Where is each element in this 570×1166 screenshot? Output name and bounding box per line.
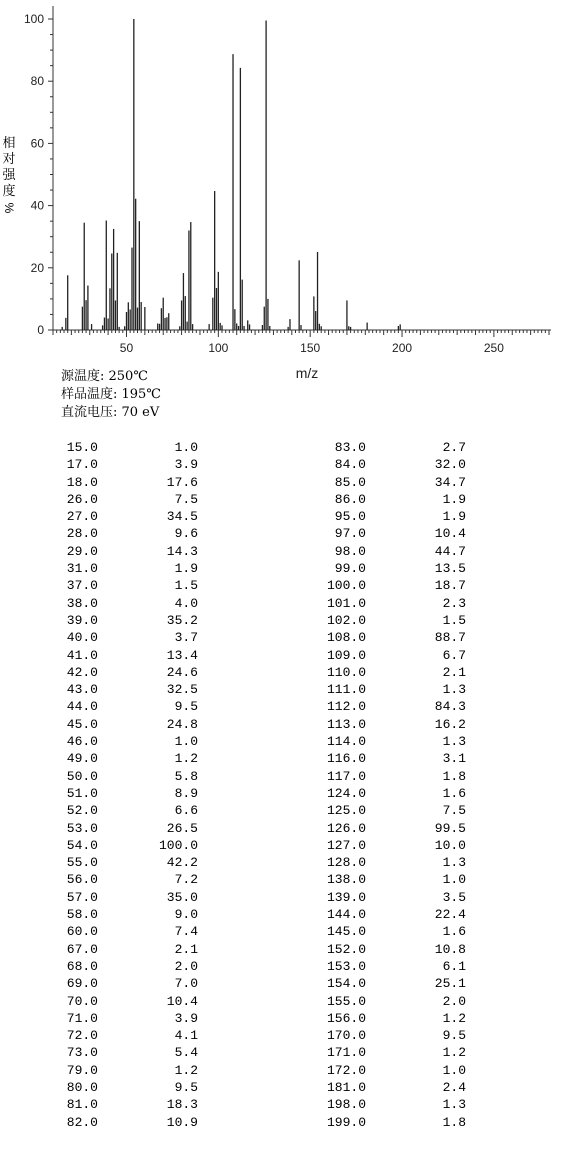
intensity-cell: 4.0 xyxy=(174,595,198,611)
x-axis xyxy=(53,330,551,355)
intensity-cell: 1.6 xyxy=(442,924,466,940)
y-axis-label-char: 相 xyxy=(2,136,16,151)
table-row xyxy=(0,785,570,802)
table-row xyxy=(0,958,570,975)
intensity-cell: 14.3 xyxy=(166,543,198,559)
intensity-cell: 7.5 xyxy=(174,491,198,507)
table-row xyxy=(0,837,570,854)
intensity-cell: 10.0 xyxy=(434,837,466,853)
mz-cell: 69.0 xyxy=(66,976,98,992)
mz-cell: 128.0 xyxy=(326,855,366,871)
table-row xyxy=(0,629,570,646)
mz-cell: 15.0 xyxy=(66,440,98,455)
table-row xyxy=(0,595,570,612)
intensity-cell: 3.7 xyxy=(174,630,198,646)
mz-cell: 170.0 xyxy=(326,1028,366,1044)
y-tick-label: 20 xyxy=(30,260,44,275)
y-axis xyxy=(24,6,53,337)
mz-cell: 51.0 xyxy=(66,785,98,801)
mz-cell: 38.0 xyxy=(66,595,98,611)
intensity-cell: 1.3 xyxy=(442,1097,466,1113)
intensity-cell: 16.2 xyxy=(434,716,466,732)
intensity-cell: 1.8 xyxy=(442,1114,466,1130)
table-row xyxy=(0,716,570,733)
intensity-cell: 3.1 xyxy=(442,751,466,767)
table-row xyxy=(0,1114,570,1131)
intensity-cell: 1.2 xyxy=(174,1062,198,1078)
intensity-cell: 1.0 xyxy=(442,872,466,888)
mz-cell: 41.0 xyxy=(66,647,98,663)
mz-cell: 73.0 xyxy=(66,1045,98,1061)
mz-cell: 84.0 xyxy=(334,457,366,473)
intensity-cell: 25.1 xyxy=(434,976,466,992)
table-row xyxy=(0,750,570,767)
intensity-cell: 6.7 xyxy=(442,647,466,663)
table-row xyxy=(0,577,570,594)
mz-cell: 95.0 xyxy=(334,509,366,525)
intensity-cell: 1.6 xyxy=(442,785,466,801)
mz-cell: 26.0 xyxy=(66,491,98,507)
mz-cell: 31.0 xyxy=(66,561,98,577)
intensity-cell: 99.5 xyxy=(434,820,466,836)
intensity-cell: 10.9 xyxy=(166,1114,198,1130)
intensity-cell: 17.6 xyxy=(166,474,198,490)
intensity-cell: 7.5 xyxy=(442,803,466,819)
x-axis-label: m/z xyxy=(295,365,319,381)
intensity-cell: 9.5 xyxy=(174,1079,198,1095)
mz-cell: 53.0 xyxy=(66,820,98,836)
intensity-cell: 7.4 xyxy=(174,924,198,940)
mz-cell: 112.0 xyxy=(326,699,366,715)
mz-cell: 153.0 xyxy=(326,958,366,974)
table-row xyxy=(0,456,570,473)
mz-cell: 28.0 xyxy=(66,526,98,542)
intensity-cell: 9.0 xyxy=(174,907,198,923)
mz-cell: 138.0 xyxy=(326,872,366,888)
mz-cell: 145.0 xyxy=(326,924,366,940)
mz-cell: 102.0 xyxy=(326,612,366,628)
mz-cell: 79.0 xyxy=(66,1062,98,1078)
intensity-cell: 2.1 xyxy=(442,664,466,680)
intensity-cell: 1.0 xyxy=(442,1062,466,1078)
intensity-cell: 2.7 xyxy=(442,440,466,455)
intensity-cell: 2.3 xyxy=(442,595,466,611)
intensity-cell: 1.3 xyxy=(442,855,466,871)
intensity-cell: 3.5 xyxy=(442,889,466,905)
intensity-cell: 5.8 xyxy=(174,768,198,784)
intensity-cell: 4.1 xyxy=(174,1028,198,1044)
mz-cell: 70.0 xyxy=(66,993,98,1009)
mz-cell: 58.0 xyxy=(66,907,98,923)
mz-cell: 113.0 xyxy=(326,716,366,732)
intensity-cell: 9.6 xyxy=(174,526,198,542)
mz-cell: 42.0 xyxy=(66,664,98,680)
intensity-cell: 1.2 xyxy=(442,1010,466,1026)
table-row xyxy=(0,525,570,542)
table-row xyxy=(0,941,570,958)
mz-cell: 27.0 xyxy=(66,509,98,525)
y-axis-label-char: 度 xyxy=(2,184,16,199)
mz-cell: 100.0 xyxy=(326,578,366,594)
mz-cell: 144.0 xyxy=(326,907,366,923)
intensity-cell: 35.0 xyxy=(166,889,198,905)
intensity-cell: 22.4 xyxy=(434,907,466,923)
x-tick-label: 50 xyxy=(119,341,134,355)
table-row xyxy=(0,647,570,664)
intensity-cell: 6.6 xyxy=(174,803,198,819)
intensity-cell: 24.6 xyxy=(166,664,198,680)
mz-cell: 108.0 xyxy=(326,630,366,646)
y-axis-label-char: 对 xyxy=(2,152,16,167)
mass-spectrum-chart xyxy=(0,0,570,390)
mz-cell: 97.0 xyxy=(334,526,366,542)
mz-cell: 85.0 xyxy=(334,474,366,490)
mz-cell: 139.0 xyxy=(326,889,366,905)
x-tick-label: 100 xyxy=(208,341,229,355)
intensity-cell: 1.2 xyxy=(442,1045,466,1061)
y-tick-label: 80 xyxy=(30,74,44,89)
intensity-cell: 10.4 xyxy=(166,993,198,1009)
table-row xyxy=(0,1062,570,1079)
table-row xyxy=(0,1010,570,1027)
intensity-cell: 13.5 xyxy=(434,561,466,577)
mz-cell: 98.0 xyxy=(334,543,366,559)
mz-cell: 124.0 xyxy=(326,785,366,801)
mz-cell: 49.0 xyxy=(66,751,98,767)
intensity-cell: 18.3 xyxy=(166,1097,198,1113)
mz-cell: 86.0 xyxy=(334,491,366,507)
y-axis-label xyxy=(1,136,17,216)
intensity-cell: 1.0 xyxy=(174,734,198,750)
intensity-cell: 1.9 xyxy=(442,509,466,525)
table-row xyxy=(0,768,570,785)
intensity-cell: 2.0 xyxy=(174,958,198,974)
y-axis-unit: % xyxy=(2,202,16,214)
mz-cell: 116.0 xyxy=(326,751,366,767)
intensity-cell: 1.8 xyxy=(442,768,466,784)
intensity-cell: 3.9 xyxy=(174,457,198,473)
intensity-cell: 100.0 xyxy=(158,837,198,853)
mz-cell: 172.0 xyxy=(326,1062,366,1078)
intensity-cell: 44.7 xyxy=(434,543,466,559)
mz-cell: 71.0 xyxy=(66,1010,98,1026)
y-axis-label-text xyxy=(1,136,17,200)
intensity-cell: 88.7 xyxy=(434,630,466,646)
y-axis-label-char: 强 xyxy=(2,168,16,183)
intensity-cell: 1.5 xyxy=(174,578,198,594)
mz-cell: 199.0 xyxy=(326,1114,366,1130)
intensity-cell: 1.3 xyxy=(442,682,466,698)
x-tick-label: 150 xyxy=(300,341,321,355)
mz-cell: 83.0 xyxy=(334,440,366,455)
y-tick-label: 60 xyxy=(30,136,44,151)
intensity-cell: 32.5 xyxy=(166,682,198,698)
x-tick-label: 200 xyxy=(392,341,413,355)
table-row xyxy=(0,612,570,629)
mz-cell: 110.0 xyxy=(326,664,366,680)
intensity-cell: 7.2 xyxy=(174,872,198,888)
table-row xyxy=(0,681,570,698)
table-row xyxy=(0,802,570,819)
intensity-cell: 24.8 xyxy=(166,716,198,732)
mz-cell: 54.0 xyxy=(66,837,98,853)
mz-cell: 99.0 xyxy=(334,561,366,577)
intensity-cell: 10.8 xyxy=(434,941,466,957)
instrument-conditions xyxy=(61,368,161,422)
mz-cell: 68.0 xyxy=(66,958,98,974)
intensity-cell: 1.9 xyxy=(442,491,466,507)
condition-row: 源温度: 250℃ xyxy=(61,369,148,384)
intensity-cell: 26.5 xyxy=(166,820,198,836)
table-row xyxy=(0,491,570,508)
y-tick-label: 0 xyxy=(37,323,44,337)
mz-cell: 101.0 xyxy=(326,595,366,611)
x-tick-label: 250 xyxy=(483,341,504,355)
intensity-cell: 5.4 xyxy=(174,1045,198,1061)
mz-cell: 152.0 xyxy=(326,941,366,957)
mz-cell: 171.0 xyxy=(326,1045,366,1061)
y-tick-label: 40 xyxy=(30,198,44,213)
intensity-cell: 10.4 xyxy=(434,526,466,542)
mz-cell: 126.0 xyxy=(326,820,366,836)
intensity-cell: 34.7 xyxy=(434,474,466,490)
table-row xyxy=(0,543,570,560)
table-row xyxy=(0,698,570,715)
mz-cell: 117.0 xyxy=(326,768,366,784)
mz-cell: 80.0 xyxy=(66,1079,98,1095)
table-row xyxy=(0,820,570,837)
y-tick-label: 100 xyxy=(23,12,44,26)
mz-cell: 17.0 xyxy=(66,457,98,473)
mz-cell: 82.0 xyxy=(66,1114,98,1130)
intensity-cell: 2.4 xyxy=(442,1079,466,1095)
table-row xyxy=(0,474,570,491)
mz-cell: 154.0 xyxy=(326,976,366,992)
intensity-cell: 42.2 xyxy=(166,855,198,871)
table-row xyxy=(0,993,570,1010)
mz-cell: 81.0 xyxy=(66,1097,98,1113)
mz-cell: 57.0 xyxy=(66,889,98,905)
intensity-cell: 7.0 xyxy=(174,976,198,992)
mz-cell: 37.0 xyxy=(66,578,98,594)
table-row xyxy=(0,508,570,525)
mz-cell: 181.0 xyxy=(326,1079,366,1095)
mz-cell: 44.0 xyxy=(66,699,98,715)
intensity-cell: 2.1 xyxy=(174,941,198,957)
mz-cell: 156.0 xyxy=(326,1010,366,1026)
mz-cell: 125.0 xyxy=(326,803,366,819)
mz-cell: 52.0 xyxy=(66,803,98,819)
intensity-cell: 2.0 xyxy=(442,993,466,1009)
table-row xyxy=(0,906,570,923)
intensity-cell: 1.5 xyxy=(442,612,466,628)
peak-table xyxy=(0,439,570,1131)
mz-cell: 50.0 xyxy=(66,768,98,784)
mz-cell: 109.0 xyxy=(326,647,366,663)
intensity-cell: 18.7 xyxy=(434,578,466,594)
intensity-cell: 1.2 xyxy=(174,751,198,767)
table-row xyxy=(0,871,570,888)
intensity-cell: 35.2 xyxy=(166,612,198,628)
mz-cell: 67.0 xyxy=(66,941,98,957)
table-row xyxy=(0,439,570,456)
condition-row: 直流电压: 70 eV xyxy=(61,405,160,420)
mz-cell: 155.0 xyxy=(326,993,366,1009)
mz-cell: 111.0 xyxy=(326,682,366,698)
table-row xyxy=(0,1044,570,1061)
intensity-cell: 84.3 xyxy=(434,699,466,715)
intensity-cell: 13.4 xyxy=(166,647,198,663)
spectrum-peaks xyxy=(62,19,400,330)
table-row xyxy=(0,664,570,681)
table-row xyxy=(0,889,570,906)
table-row xyxy=(0,1096,570,1113)
intensity-cell: 1.0 xyxy=(174,440,198,455)
intensity-cell: 9.5 xyxy=(174,699,198,715)
mz-cell: 18.0 xyxy=(66,474,98,490)
mz-cell: 43.0 xyxy=(66,682,98,698)
mz-cell: 46.0 xyxy=(66,734,98,750)
table-row xyxy=(0,560,570,577)
mz-cell: 40.0 xyxy=(66,630,98,646)
intensity-cell: 6.1 xyxy=(442,958,466,974)
table-row xyxy=(0,1079,570,1096)
intensity-cell: 8.9 xyxy=(174,785,198,801)
mz-cell: 60.0 xyxy=(66,924,98,940)
mz-cell: 29.0 xyxy=(66,543,98,559)
mz-cell: 45.0 xyxy=(66,716,98,732)
intensity-cell: 9.5 xyxy=(442,1028,466,1044)
mz-cell: 127.0 xyxy=(326,837,366,853)
mz-cell: 72.0 xyxy=(66,1028,98,1044)
mz-cell: 114.0 xyxy=(326,734,366,750)
table-row xyxy=(0,733,570,750)
mz-cell: 39.0 xyxy=(66,612,98,628)
table-row xyxy=(0,854,570,871)
intensity-cell: 1.3 xyxy=(442,734,466,750)
mz-cell: 198.0 xyxy=(326,1097,366,1113)
table-row xyxy=(0,975,570,992)
table-row xyxy=(0,923,570,940)
intensity-cell: 3.9 xyxy=(174,1010,198,1026)
condition-row: 样品温度: 195℃ xyxy=(61,387,161,402)
mz-cell: 56.0 xyxy=(66,872,98,888)
mz-cell: 55.0 xyxy=(66,855,98,871)
intensity-cell: 34.5 xyxy=(166,509,198,525)
intensity-cell: 1.9 xyxy=(174,561,198,577)
intensity-cell: 32.0 xyxy=(434,457,466,473)
table-row xyxy=(0,1027,570,1044)
